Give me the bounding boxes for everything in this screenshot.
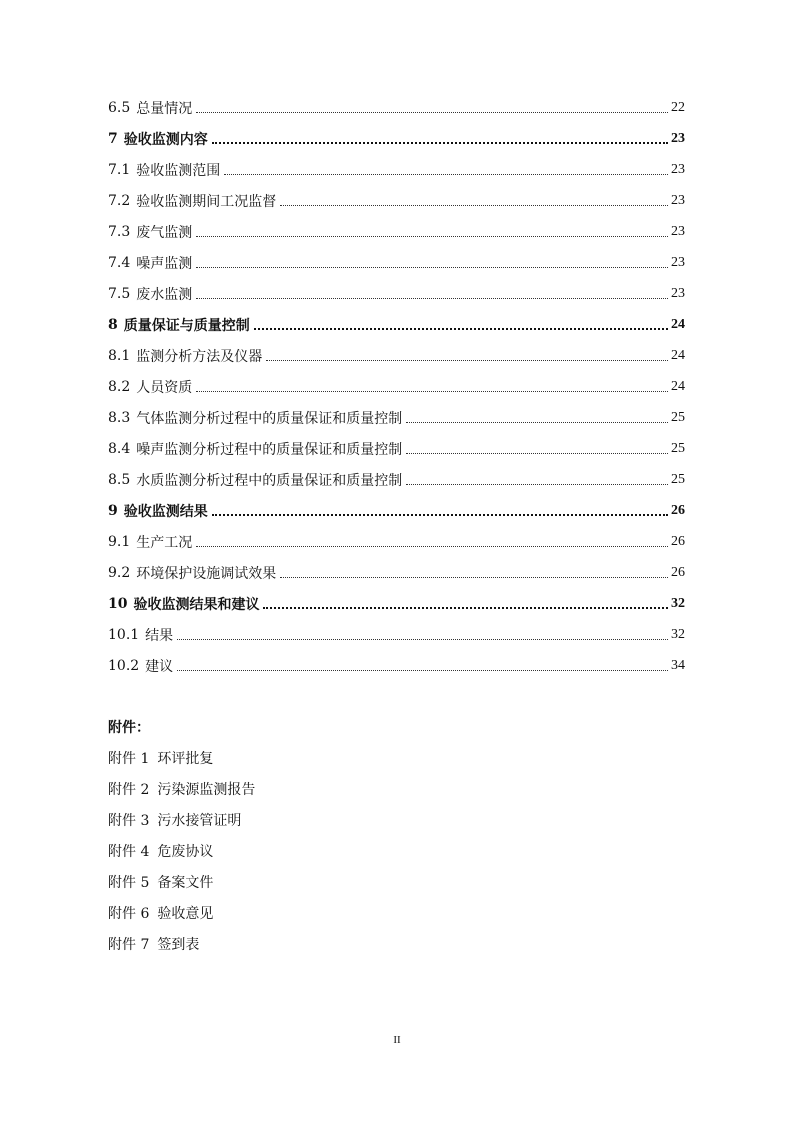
toc-entry-title: 噪声监测分析过程中的质量保证和质量控制: [136, 441, 403, 458]
toc-section-entry[interactable]: [108, 402, 685, 433]
toc-entry-number: 7.1: [108, 161, 131, 178]
attachment-label: 附件 3: [108, 813, 150, 829]
attachment-title: 危废协议: [157, 844, 214, 860]
toc-entry-title: 验收监测内容: [123, 131, 208, 148]
toc-entry-page: 24: [671, 378, 685, 394]
attachments-list: [108, 744, 255, 961]
toc-dot-leader: [224, 173, 668, 175]
toc-entry-title: 气体监测分析过程中的质量保证和质量控制: [136, 410, 403, 427]
toc-entry-title: 环境保护设施调试效果: [136, 565, 277, 582]
toc-dot-leader: [196, 266, 668, 268]
attachment-title: 环评批复: [157, 751, 214, 767]
toc-entry-title: 水质监测分析过程中的质量保证和质量控制: [136, 472, 403, 489]
toc-dot-leader: [196, 111, 668, 113]
attachment-label: 附件 2: [108, 782, 150, 798]
toc-entry-title: 人员资质: [136, 379, 193, 396]
attachment-label: 附件 6: [108, 906, 150, 922]
attachment-title: 污水接管证明: [157, 813, 242, 829]
toc-entry-page: 25: [671, 409, 685, 425]
toc-section-entry[interactable]: [108, 278, 685, 309]
attachment-title: 备案文件: [157, 875, 214, 891]
toc-dot-leader: [212, 513, 668, 516]
attachment-item: [108, 775, 255, 806]
toc-entry-number: 8.5: [108, 471, 131, 488]
toc-entry-page: 23: [671, 285, 685, 301]
toc-entry-page: 23: [671, 254, 685, 270]
toc-section-entry[interactable]: [108, 526, 685, 557]
toc-dot-leader: [406, 483, 668, 485]
toc-dot-leader: [280, 576, 668, 578]
toc-chapter-entry[interactable]: [108, 588, 685, 619]
toc-entry-number: 6.5: [108, 99, 131, 116]
toc-entry-page: 32: [671, 626, 685, 642]
toc-section-entry[interactable]: [108, 247, 685, 278]
attachment-item: [108, 930, 255, 961]
toc-section-entry[interactable]: [108, 92, 685, 123]
toc-dot-leader: [177, 669, 668, 671]
toc-entry-page: 24: [671, 347, 685, 363]
toc-entry-page: 24: [671, 316, 685, 332]
toc-entry-title: 验收监测范围: [136, 162, 221, 179]
toc-entry-title: 废气监测: [136, 224, 193, 241]
toc-entry-number: 9.1: [108, 533, 131, 550]
toc-section-entry[interactable]: [108, 650, 685, 681]
toc-entry-number: 7.3: [108, 223, 131, 240]
toc-dot-leader: [196, 390, 668, 392]
toc-section-entry[interactable]: [108, 433, 685, 464]
toc-entry-number: 9: [108, 502, 118, 519]
attachment-item: [108, 744, 255, 775]
toc-entry-number: 7.2: [108, 192, 131, 209]
toc-section-entry[interactable]: [108, 216, 685, 247]
toc-entry-title: 监测分析方法及仪器: [136, 348, 263, 365]
attachments-section: [108, 713, 255, 961]
toc-entry-number: 10: [108, 595, 128, 612]
attachment-item: [108, 806, 255, 837]
toc-section-entry[interactable]: [108, 371, 685, 402]
toc-entry-page: 26: [671, 502, 685, 518]
toc-section-entry[interactable]: [108, 340, 685, 371]
toc-entry-title: 质量保证与质量控制: [123, 317, 250, 334]
toc-section-entry[interactable]: [108, 185, 685, 216]
attachment-item: [108, 899, 255, 930]
toc-entry-number: 7: [108, 130, 118, 147]
toc-dot-leader: [263, 606, 668, 609]
toc-entry-number: 10.2: [108, 657, 140, 674]
toc-dot-leader: [196, 545, 668, 547]
toc-entry-title: 结果: [145, 627, 174, 644]
toc-entry-page: 23: [671, 130, 685, 146]
toc-dot-leader: [266, 359, 668, 361]
toc-entry-number: 8.3: [108, 409, 131, 426]
attachments-heading: 附件：: [108, 720, 150, 736]
toc-section-entry[interactable]: [108, 154, 685, 185]
toc-entry-number: 7.4: [108, 254, 131, 271]
page-number: II: [393, 1034, 401, 1046]
attachment-title: 签到表: [157, 937, 200, 953]
toc-entry-number: 8.4: [108, 440, 131, 457]
toc-entry-page: 23: [671, 223, 685, 239]
attachment-label: 附件 1: [108, 751, 150, 767]
toc-entry-page: 25: [671, 471, 685, 487]
toc-entry-page: 23: [671, 161, 685, 177]
toc-entry-number: 10.1: [108, 626, 140, 643]
toc-entry-number: 7.5: [108, 285, 131, 302]
toc-entry-title: 总量情况: [136, 100, 193, 117]
toc-entry-page: 26: [671, 533, 685, 549]
toc-entry-title: 废水监测: [136, 286, 193, 303]
attachment-item: [108, 837, 255, 868]
toc-entry-title: 验收监测结果和建议: [133, 596, 260, 613]
toc-dot-leader: [196, 235, 668, 237]
toc-entry-number: 8.2: [108, 378, 131, 395]
toc-entry-title: 验收监测期间工况监督: [136, 193, 277, 210]
toc-entry-page: 26: [671, 564, 685, 580]
toc-entry-page: 34: [671, 657, 685, 673]
toc-dot-leader: [196, 297, 668, 299]
toc-chapter-entry[interactable]: [108, 495, 685, 526]
toc-dot-leader: [177, 638, 668, 640]
attachment-label: 附件 5: [108, 875, 150, 891]
attachment-title: 污染源监测报告: [157, 782, 256, 798]
toc-section-entry[interactable]: [108, 464, 685, 495]
toc-entry-number: 8: [108, 316, 118, 333]
attachment-label: 附件 4: [108, 844, 150, 860]
toc-entry-page: 23: [671, 192, 685, 208]
toc-dot-leader: [280, 204, 668, 206]
toc-entry-title: 生产工况: [136, 534, 193, 551]
table-of-contents: [108, 92, 685, 681]
toc-chapter-entry[interactable]: [108, 309, 685, 340]
attachment-label: 附件 7: [108, 937, 150, 953]
toc-entry-number: 9.2: [108, 564, 131, 581]
toc-chapter-entry[interactable]: [108, 123, 685, 154]
toc-section-entry[interactable]: [108, 619, 685, 650]
toc-entry-number: 8.1: [108, 347, 131, 364]
toc-dot-leader: [254, 327, 668, 330]
toc-entry-title: 建议: [145, 658, 174, 675]
toc-entry-page: 32: [671, 595, 685, 611]
toc-section-entry[interactable]: [108, 557, 685, 588]
toc-entry-title: 验收监测结果: [123, 503, 208, 520]
attachment-item: [108, 868, 255, 899]
toc-entry-title: 噪声监测: [136, 255, 193, 272]
toc-dot-leader: [212, 141, 668, 144]
toc-dot-leader: [406, 421, 668, 423]
toc-entry-page: 22: [671, 99, 685, 115]
attachment-title: 验收意见: [157, 906, 214, 922]
toc-dot-leader: [406, 452, 668, 454]
toc-entry-page: 25: [671, 440, 685, 456]
